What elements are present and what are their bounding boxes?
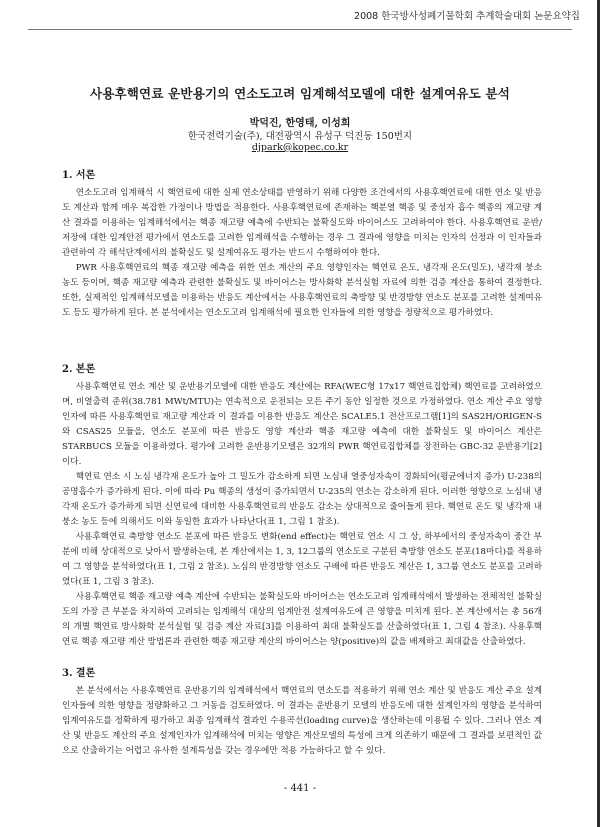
paper-authors: 박덕진, 한영태, 이성희 <box>249 118 351 129</box>
paragraph: 연소도고려 임계해석 시 핵연료에 대한 실제 연소상태를 반영하기 위해 다양한 조건에서의 사용후핵연료에 대한 연소 및 반응도 계산과 함께 매우 복잡한 가정이나 방법을 적용한다. 사용후핵연료에 존재하는 핵분열 핵종 및 중성자 흡수 핵종의 재고량 계산 결과를 이용하는 임계해석에서는 핵종 재고량 예측에 수반되는 불확실도와 바이어스도 고려하여야 한다. 사용후핵연료 운반/저장에 대한 임계안전 평가에서 연소도를 고려한 임계해석을 수행하는 경우 그 결과에 영향을 미치는 인자의 선정과 이 인자들과 관련하여 각 해석단계에서의 불확실도 및 설계여유도 평가는 반드시 수행하여야 한다. <box>62 188 542 258</box>
section-title: 3. 결론 <box>62 668 96 679</box>
section-body <box>62 362 542 650</box>
page-number: - 441 - <box>283 783 317 794</box>
running-header: 2008 한국방사성폐기물학회 추계학술대회 논문요약집 <box>354 11 580 22</box>
paper-title: 사용후핵연료 운반용기의 연소도고려 임계해석모델에 대한 설계여유도 분석 <box>89 86 511 101</box>
paragraph: 본 분석에서는 사용후핵연료 운반용기의 임계해석에서 핵연료의 연소도를 적용하기 위해 연소 계산 및 반응도 계산 주요 설계인자들에 의한 영향을 정량화하고 그 거동을 검토하였다. 이 결과는 운반용기 모델의 반응도에 대한 설계인자의 영향을 분석하여 임계여유도를 정확하게 평가하고 최종 임계해석 결과인 수용곡선(loading curve)을 생산하는데 이용될 수 있다. 그러나 연소 계산 및 반응도 계산의 주요 설계인자가 임계해석에 미치는 영향은 계산모델의 특성에 크게 의존하기 때문에 그 결과를 보편적인 값으로 산출하기는 어렵고 유사한 설계특성을 갖는 경우에만 적용 가능하다고 할 수 있다. <box>62 686 542 756</box>
paragraph: 사용후핵연료 연소 계산 및 운반용기모델에 대한 반응도 계산에는 RFA(WEC형 17x17 핵연료집합체) 핵연료를 고려하였으며, 비열출력 준위(38.781 MWt/MTU)는 연속적으로 운전되는 모든 주기 동안 일정한 것으로 가정하였다. 연소 계산 주요 영향인자에 따른 사용후핵연료 재고량 계산과 이 결과를 이용한 반응도 계산은 SCALE5.1 전산프로그램[1]의 SAS2H/ORIGEN-S와 CSAS25 모듈을, 연소도 분포에 따른 반응도 영향 계산과 핵종 재고량 예측에 대한 불확실도 및 바이어스 계산은 STARBUCS 모듈을 이용하였다. 평가에 고려한 운반용기모델은 32개의 PWR 핵연료집합체를 장전하는 GBC-32 운반용기[2] 이다. <box>62 382 542 467</box>
header-rule <box>28 29 572 30</box>
author-email: djpark@kopec.co.kr <box>251 142 349 153</box>
paper-affiliation: 한국전력기술(주), 대전광역시 유성구 덕진동 150번지 <box>187 131 413 142</box>
paragraph: PWR 사용후핵연료의 핵종 재고량 예측을 위한 연소 계산의 주요 영향인자는 핵연료 온도, 냉각재 온도(밀도), 냉각재 붕소 농도 등이며, 핵종 재고량 예측과 관련한 불확실도 및 바이어스는 방사화학 분석실험 자료에 의한 검증 계산을 통하여 결정한다. 또한, 실제적인 임계해석모델을 이용하는 반응도 계산에서는 사용후핵연료의 축방향 및 반경방향 연소도 분포를 고려한 설계여유도 등도 평가하게 된다. 본 분석에서는 연소도고려 임계해석에 필요한 인자들에 의한 영향을 정량적으로 평가하였다. <box>62 263 542 318</box>
paragraph: 사용후핵연료 핵종 재고량 예측 계산에 수반되는 불확실도와 바이어스는 연소도고려 임계해석에서 발생하는 전체적인 불확실도의 가장 큰 부분을 차지하여 고려되는 임계해석 대상의 임계안전 설계여유도에 큰 영향을 미치게 된다. 본 계산에서는 총 56개의 개별 핵연료 방사화학 분석실험 및 검증 계산 자료[3]를 이용하여 최대 불확실도를 산출하였다(표 1, 그림 4 참조). 사용후핵연료 핵종 재고량 계산 방법론과 관련한 핵종 재고량 계산의 바이어스는 양(positive)의 값을 배제하고 최대값을 산출하였다. <box>62 592 542 647</box>
section-introduction <box>62 168 542 321</box>
paragraph: 사용후핵연료 축방향 연소도 분포에 따른 반응도 변화(end effect)는 핵연료 연소 시 그 상, 하부에서의 중성자속이 중간 부분에 비해 상대적으로 낮아서 발생하는데, 본 계산에서는 1, 3, 12그룹의 연소도로 구분된 축방향 연소도 분포(18마디)를 적용하여 그 영향을 분석하였다(표 1, 그림 2 참조). 노심의 반경방향 연소도 구배에 따른 반응도 계산은 1, 3그룹 연소도 분포를 고려하였다(표 1, 그림 3 참조). <box>62 532 542 587</box>
section-title: 2. 본론 <box>62 364 96 375</box>
section-conclusion <box>62 666 542 759</box>
section-title: 1. 서론 <box>62 170 96 181</box>
paragraph: 핵연료 연소 시 노심 냉각재 온도가 높아 그 밀도가 감소하게 되면 노심내 열중성자속이 경화되어(평균에너지 증가) U-238의 공명흡수가 증가하게 된다. 이에 따라 Pu 핵종의 생성이 증가되면서 U-235의 연소는 감소하게 된다. 이러한 영향으로 노심내 냉각재 온도가 증가하게 되면 신연료에 대비한 사용후핵연료의 반응도 감소는 상대적으로 줄어들게 된다. 핵연료 온도 및 냉각재 내 붕소 농도 등에 의해서도 이와 동일한 효과가 나타난다(표 1, 그림 1 참조). <box>62 472 542 527</box>
